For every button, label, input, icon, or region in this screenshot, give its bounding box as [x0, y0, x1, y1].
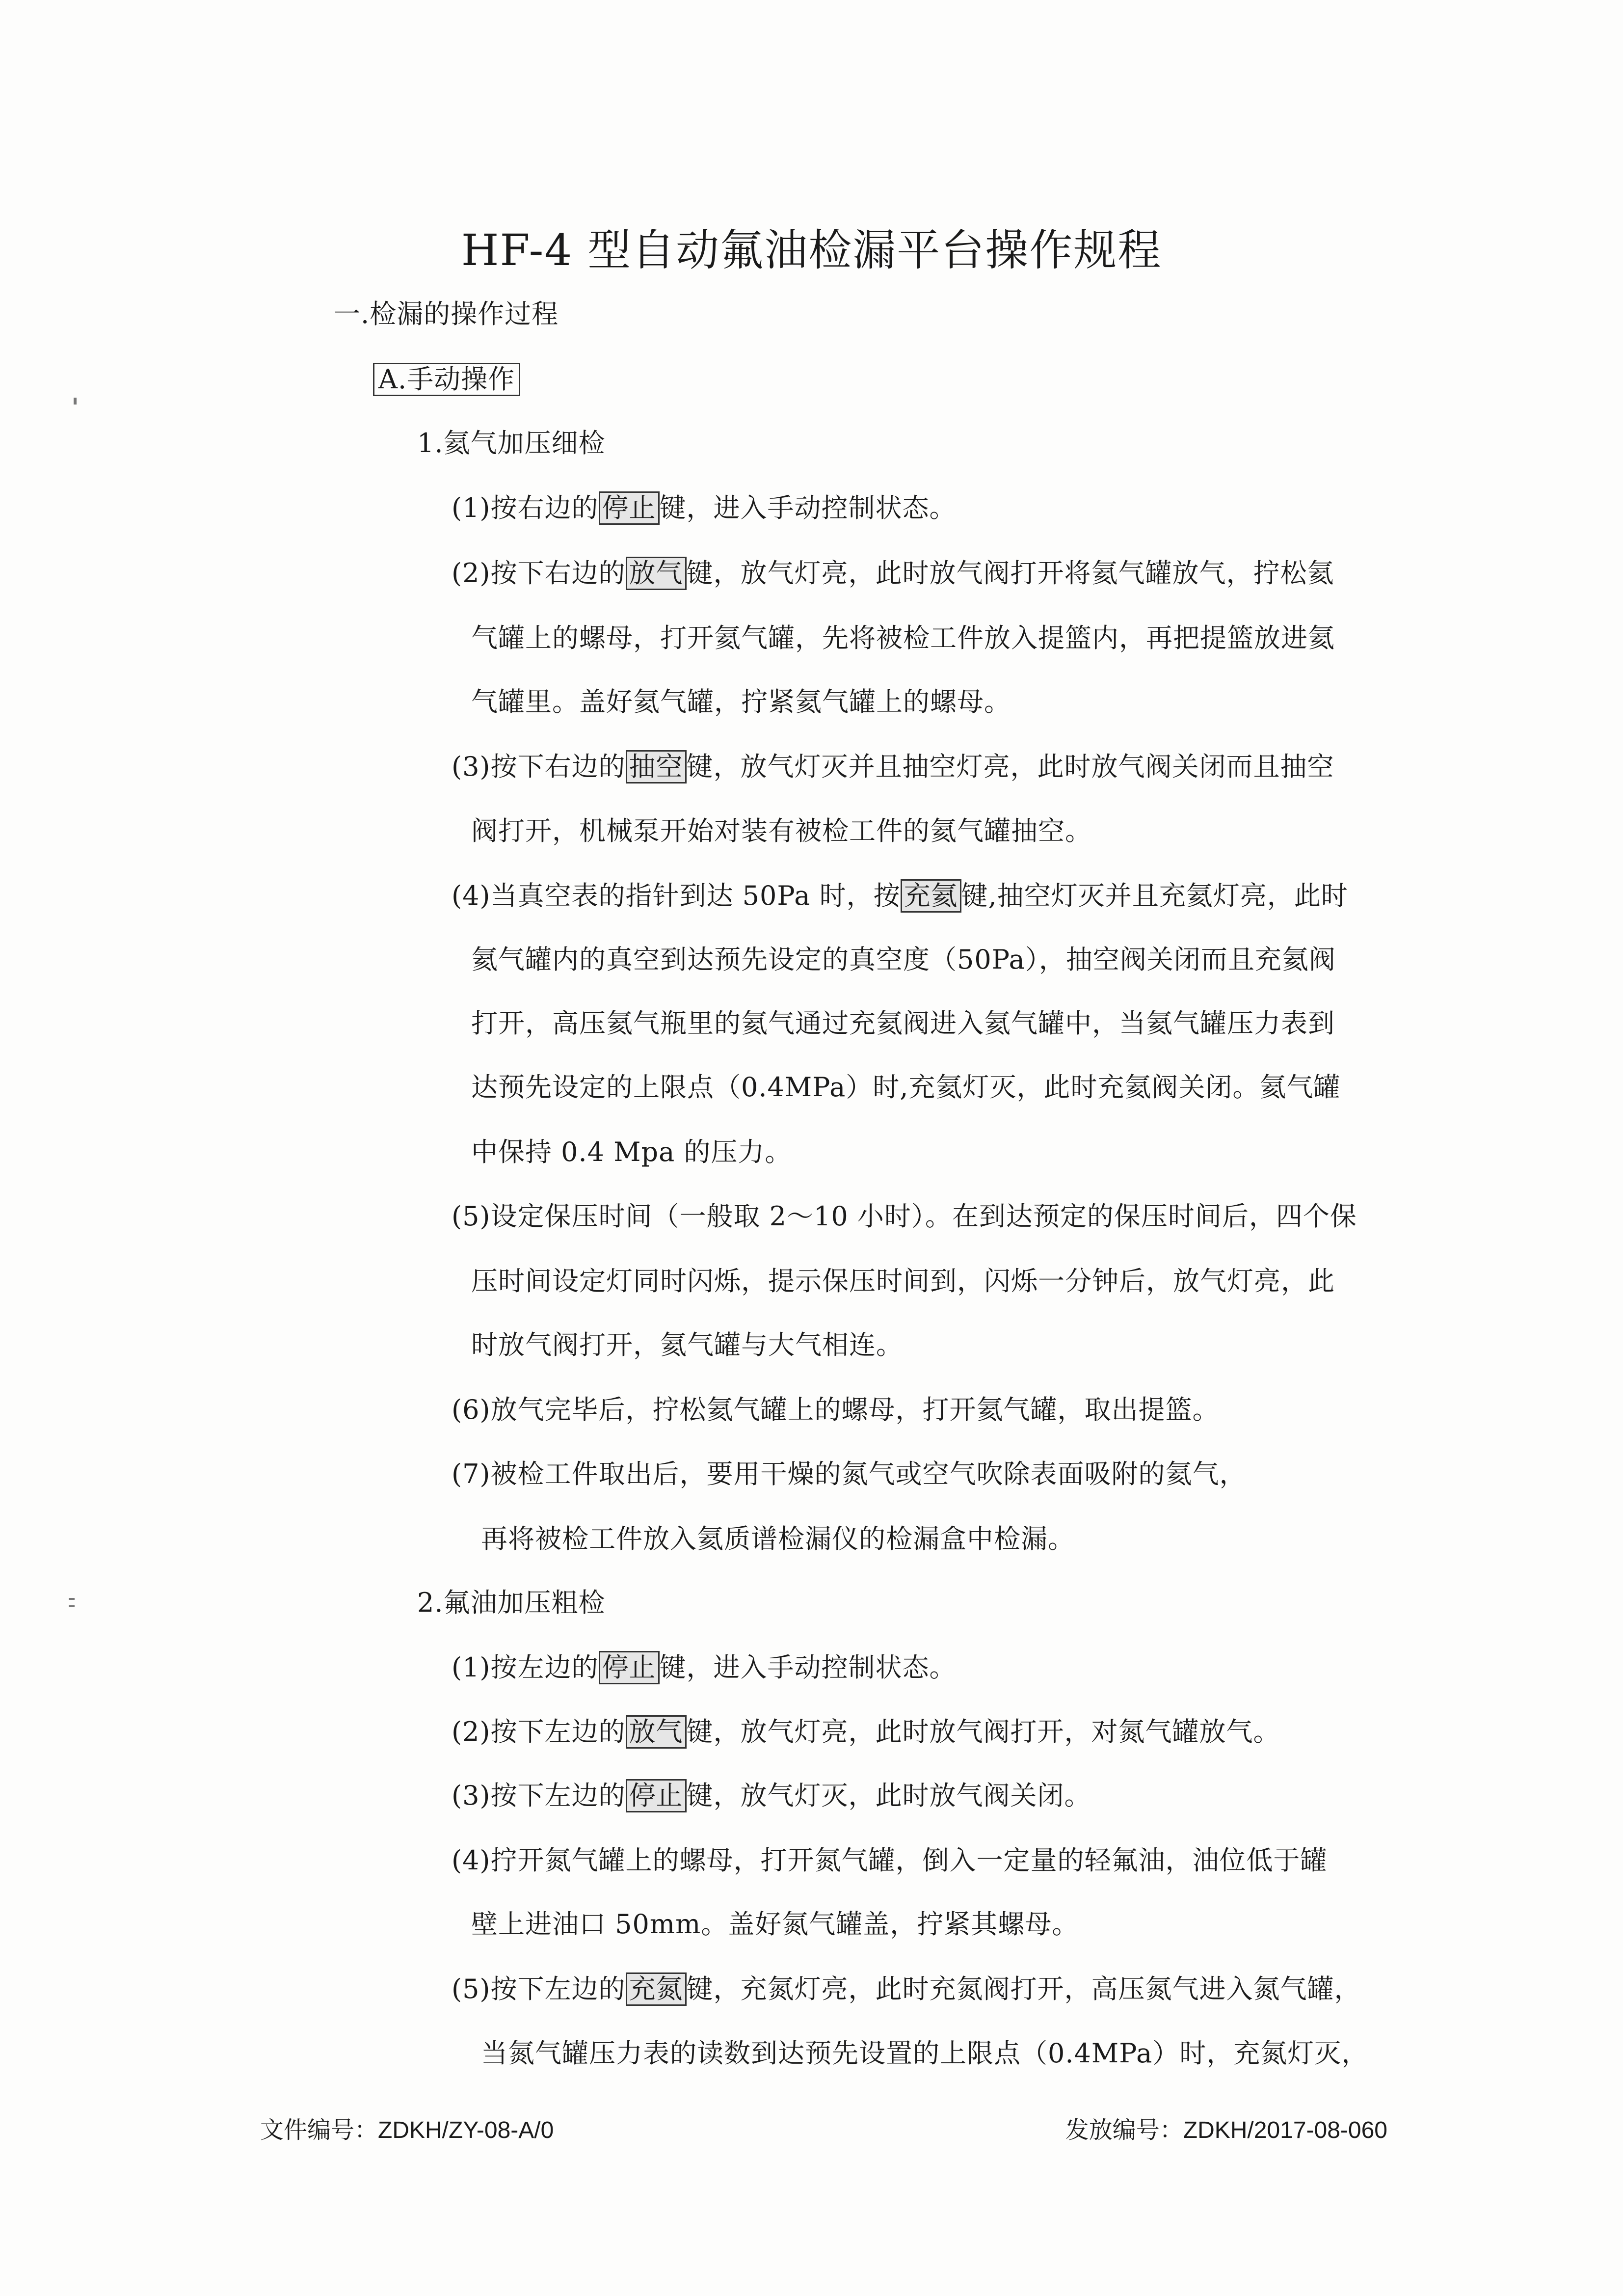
stop-key: 停止 [626, 1779, 687, 1812]
step-text-part: (3)按下左边的 [452, 1780, 626, 1811]
step-text: 壁上进油口 50mm。盖好氮气罐盖，拧紧其螺母。 [471, 1909, 1079, 1940]
step-text: 气罐里。盖好氦气罐，拧紧氦气罐上的螺母。 [471, 686, 1011, 717]
section-heading-text: 一.检漏的操作过程 [334, 298, 559, 329]
step-text: 达预先设定的上限点（0.4MPa）时,充氦灯灭，此时充氦阀关闭。氦气罐 [471, 1072, 1341, 1103]
step-text: 氦气罐内的真空到达预先设定的真空度（50Pa），抽空阀关闭而且充氦阀 [471, 944, 1336, 975]
step-text: 当氮气罐压力表的读数到达预先设置的上限点（0.4MPa）时，充氮灯灭， [481, 2038, 1369, 2069]
step-text-part: (1)按右边的 [452, 492, 599, 523]
step-text [452, 491, 957, 525]
step-text-part: 键，放气灯亮，此时放气阀打开将氦气罐放气，拧松氦 [686, 558, 1334, 589]
file-number: 文件编号：ZDKH/ZY-08-A/0 [260, 2117, 554, 2143]
step-text: 再将被检工件放入氦质谱检漏仪的检漏盒中检漏。 [481, 1523, 1075, 1554]
step-text: (7)被检工件取出后，要用干燥的氮气或空气吹除表面吸附的氦气， [452, 1459, 1247, 1489]
step-text: (5)设定保压时间（一般取 2～10 小时）。在到达预定的保压时间后，四个保 [452, 1201, 1357, 1232]
subsection-heading-text: 1.氦气加压细检 [417, 428, 606, 459]
subsection-heading-text: 2.氟油加压粗检 [417, 1587, 606, 1618]
issue-number: 发放编号：ZDKH/2017-08-060 [1065, 2117, 1387, 2143]
step-text-part: 键，充氮灯亮，此时充氮阀打开，高压氮气进入氮气罐， [686, 1973, 1361, 2004]
scan-speck [69, 1605, 75, 1607]
part-heading-box: A.手动操作 [373, 363, 520, 396]
step-text-part: 键，放气灯灭并且抽空灯亮，此时放气阀关闭而且抽空 [686, 751, 1334, 782]
scan-speck [74, 398, 77, 405]
step-text: (4)拧开氮气罐上的螺母，打开氮气罐，倒入一定量的轻氟油，油位低于罐 [452, 1845, 1328, 1876]
part-heading [373, 362, 520, 397]
step-text [452, 556, 1334, 591]
step-text [452, 1972, 1361, 2006]
subsection-heading [417, 426, 606, 460]
step-text: 压时间设定灯同时闪烁，提示保压时间到，闪烁一分钟后，放气灯亮，此 [471, 1266, 1335, 1297]
step-text: 时放气阀打开，氦气罐与大气相连。 [471, 1329, 903, 1360]
step-text-part: 键,抽空灯灭并且充氦灯亮，此时 [961, 880, 1348, 911]
step-text [452, 750, 1334, 784]
vent-key: 放气 [626, 557, 687, 590]
step-text [452, 1779, 1091, 1813]
step-text-part: 键，放气灯亮，此时放气阀打开，对氮气罐放气。 [686, 1716, 1280, 1747]
step-text-part: 键，进入手动控制状态。 [659, 1652, 957, 1683]
step-text: (6)放气完毕后，拧松氦气罐上的螺母，打开氦气罐，取出提篮。 [452, 1394, 1220, 1425]
step-text-part: (2)按下右边的 [452, 558, 626, 589]
page-title: HF-4 型自动氟油检漏平台操作规程 [461, 225, 1162, 275]
step-text-part: (4)当真空表的指针到达 50Pa 时，按 [452, 880, 901, 911]
nitrogen-fill-key: 充氮 [626, 1972, 687, 2006]
subsection-heading [417, 1586, 606, 1620]
step-text: 气罐上的螺母，打开氦气罐，先将被检工件放入提篮内，再把提篮放进氦 [471, 622, 1335, 653]
step-text: 阀打开，机械泵开始对装有被检工件的氦气罐抽空。 [471, 815, 1092, 846]
step-text-part: (2)按下左边的 [452, 1716, 626, 1747]
step-text-part: 键，进入手动控制状态。 [659, 492, 957, 523]
step-text [452, 879, 1348, 913]
vacuum-key: 抽空 [626, 750, 687, 783]
step-text-part: (5)按下左边的 [452, 1973, 626, 2004]
step-text-part: (3)按下右边的 [452, 751, 626, 782]
vent-key: 放气 [626, 1715, 687, 1749]
section-heading [334, 297, 559, 331]
step-text: 中保持 0.4 Mpa 的压力。 [471, 1136, 792, 1167]
step-text-part: 键，放气灯灭，此时放气阀关闭。 [686, 1780, 1091, 1811]
scan-speck [69, 1598, 75, 1600]
step-text [452, 1715, 1280, 1749]
stop-key: 停止 [599, 491, 660, 525]
stop-key: 停止 [599, 1651, 660, 1684]
helium-fill-key: 充氦 [901, 879, 961, 913]
step-text-part: (1)按左边的 [452, 1652, 599, 1683]
step-text: 打开，高压氦气瓶里的氦气通过充氦阀进入氦气罐中，当氦气罐压力表到 [471, 1008, 1335, 1039]
step-text [452, 1650, 957, 1685]
